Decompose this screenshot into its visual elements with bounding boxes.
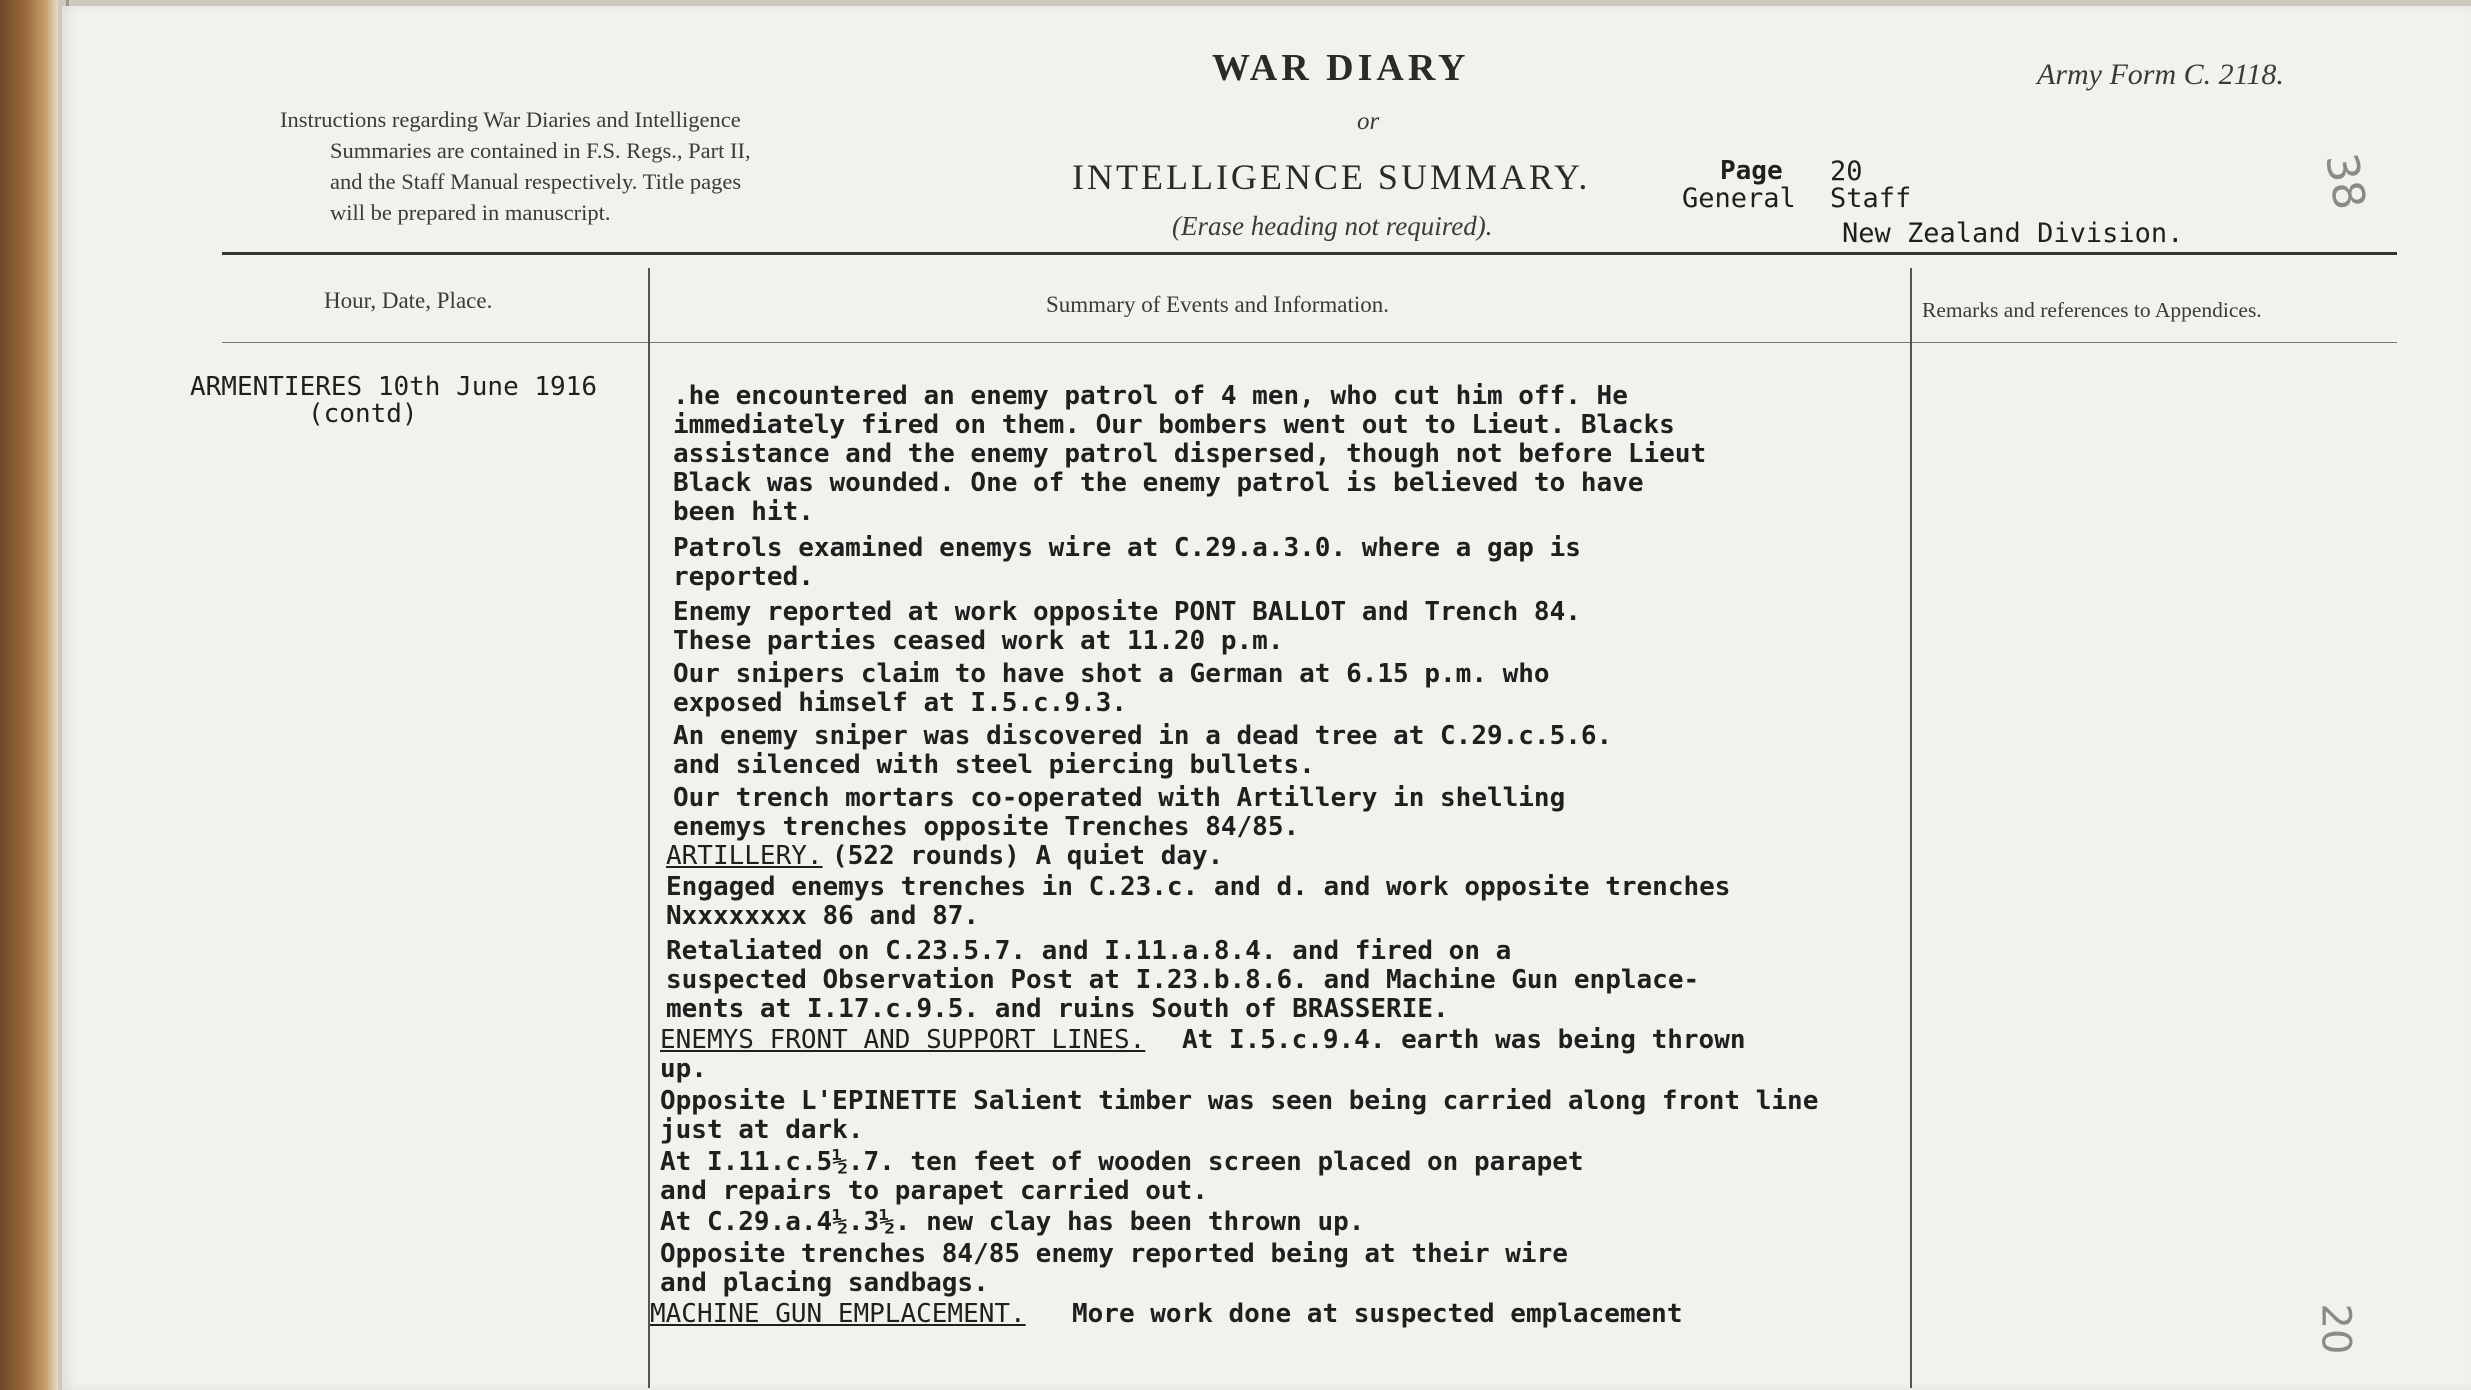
handwritten-folio-number: 38 bbox=[2315, 149, 2375, 214]
erase-note: (Erase heading not required). bbox=[1172, 211, 1493, 241]
instructions-line: Instructions regarding War Diaries and Intelligence bbox=[280, 107, 741, 132]
column-divider-2 bbox=[1910, 268, 1912, 1388]
summary-line: enemys trenches opposite Trenches 84/85. bbox=[673, 812, 1300, 842]
column-head-remarks: Remarks and references to Appendices. bbox=[1922, 298, 2262, 322]
summary-line: Engaged enemys trenches in C.23.c. and d. and work opposite trenches bbox=[666, 872, 1731, 902]
unit-division: New Zealand Division. bbox=[1842, 218, 2184, 249]
summary-line: just at dark. bbox=[660, 1115, 864, 1145]
section-heading-artillery: ARTILLERY. bbox=[666, 841, 823, 871]
title-or: or bbox=[1357, 108, 1380, 135]
summary-line: These parties ceased work at 11.20 p.m. bbox=[673, 626, 1284, 656]
summary-line: At I.5.c.9.4. earth was being thrown bbox=[1182, 1025, 1746, 1055]
army-form-number: Army Form C. 2118. bbox=[2037, 58, 2284, 91]
header-rule bbox=[222, 252, 2397, 255]
summary-line: More work done at suspected emplacement bbox=[1072, 1299, 1683, 1329]
instructions-line: will be prepared in manuscript. bbox=[330, 200, 611, 225]
unit-general: General bbox=[1682, 183, 1796, 214]
unit-staff: Staff bbox=[1830, 183, 1912, 214]
summary-line: Opposite L'EPINETTE Salient timber was seen being carried along front line bbox=[660, 1086, 1819, 1116]
entry-place-contd: (contd) bbox=[308, 399, 418, 429]
diary-page bbox=[62, 6, 2471, 1390]
summary-line: Retaliated on C.23.5.7. and I.11.a.8.4. and fired on a bbox=[666, 936, 1512, 966]
page-number: 20 bbox=[1830, 156, 1863, 187]
summary-line: Enemy reported at work opposite PONT BALLOT and Trench 84. bbox=[673, 597, 1581, 627]
summary-line: and repairs to parapet carried out. bbox=[660, 1176, 1208, 1206]
column-head-rule bbox=[222, 342, 2397, 343]
section-heading-enemy-lines: ENEMYS FRONT AND SUPPORT LINES. bbox=[660, 1025, 1146, 1055]
column-head-summary: Summary of Events and Information. bbox=[1046, 292, 1390, 317]
summary-line: Opposite trenches 84/85 enemy reported being at their wire bbox=[660, 1239, 1568, 1269]
summary-line: Our snipers claim to have shot a German at 6.15 p.m. who bbox=[673, 659, 1550, 689]
form-title: WAR DIARY bbox=[1212, 47, 1470, 89]
instructions-note bbox=[280, 104, 970, 228]
summary-line: Our trench mortars co-operated with Artillery in shelling bbox=[673, 783, 1566, 813]
page-label: Page bbox=[1720, 156, 1783, 186]
summary-line: been hit. bbox=[673, 497, 814, 527]
summary-line: At I.11.c.5½.7. ten feet of wooden screen placed on parapet bbox=[660, 1147, 1584, 1177]
summary-line: immediately fired on them. Our bombers went out to Lieut. Blacks bbox=[673, 410, 1675, 440]
summary-line: and placing sandbags. bbox=[660, 1268, 989, 1298]
summary-line: Nxxxxxxxx 86 and 87. bbox=[666, 901, 980, 931]
summary-line: reported. bbox=[673, 562, 814, 592]
book-binding bbox=[0, 0, 58, 1390]
summary-line: At C.29.a.4½.3½. new clay has been thrown up. bbox=[660, 1207, 1365, 1237]
summary-line: An enemy sniper was discovered in a dead tree at C.29.c.5.6. bbox=[673, 721, 1613, 751]
instructions-line: Summaries are contained in F.S. Regs., Part II, bbox=[330, 138, 751, 163]
column-divider-1 bbox=[648, 268, 650, 1388]
summary-line: Black was wounded. One of the enemy patrol is believed to have bbox=[673, 468, 1644, 498]
instructions-line: and the Staff Manual respectively. Title pages bbox=[330, 169, 742, 194]
summary-line: assistance and the enemy patrol dispersed, though not before Lieut bbox=[673, 439, 1707, 469]
summary-line: ments at I.17.c.9.5. and ruins South of BRASSERIE. bbox=[666, 994, 1449, 1024]
summary-line: exposed himself at I.5.c.9.3. bbox=[673, 688, 1127, 718]
handwritten-page-number: 20 bbox=[2312, 1303, 2359, 1355]
section-heading-machine-gun: MACHINE GUN EMPLACEMENT. bbox=[650, 1299, 1026, 1329]
summary-line: suspected Observation Post at I.23.b.8.6. and Machine Gun enplace- bbox=[666, 965, 1700, 995]
summary-line: up. bbox=[660, 1054, 707, 1084]
column-head-place: Hour, Date, Place. bbox=[324, 288, 493, 313]
summary-line: (522 rounds) A quiet day. bbox=[832, 841, 1224, 871]
summary-line: and silenced with steel piercing bullets. bbox=[673, 750, 1315, 780]
summary-line: .he encountered an enemy patrol of 4 men, who cut him off. He bbox=[673, 381, 1628, 411]
form-subtitle: INTELLIGENCE SUMMARY. bbox=[1072, 157, 1591, 197]
summary-line: Patrols examined enemys wire at C.29.a.3.0. where a gap is bbox=[673, 533, 1581, 563]
entry-place bbox=[190, 374, 597, 428]
entry-place-date: ARMENTIERES 10th June 1916 bbox=[190, 372, 597, 402]
